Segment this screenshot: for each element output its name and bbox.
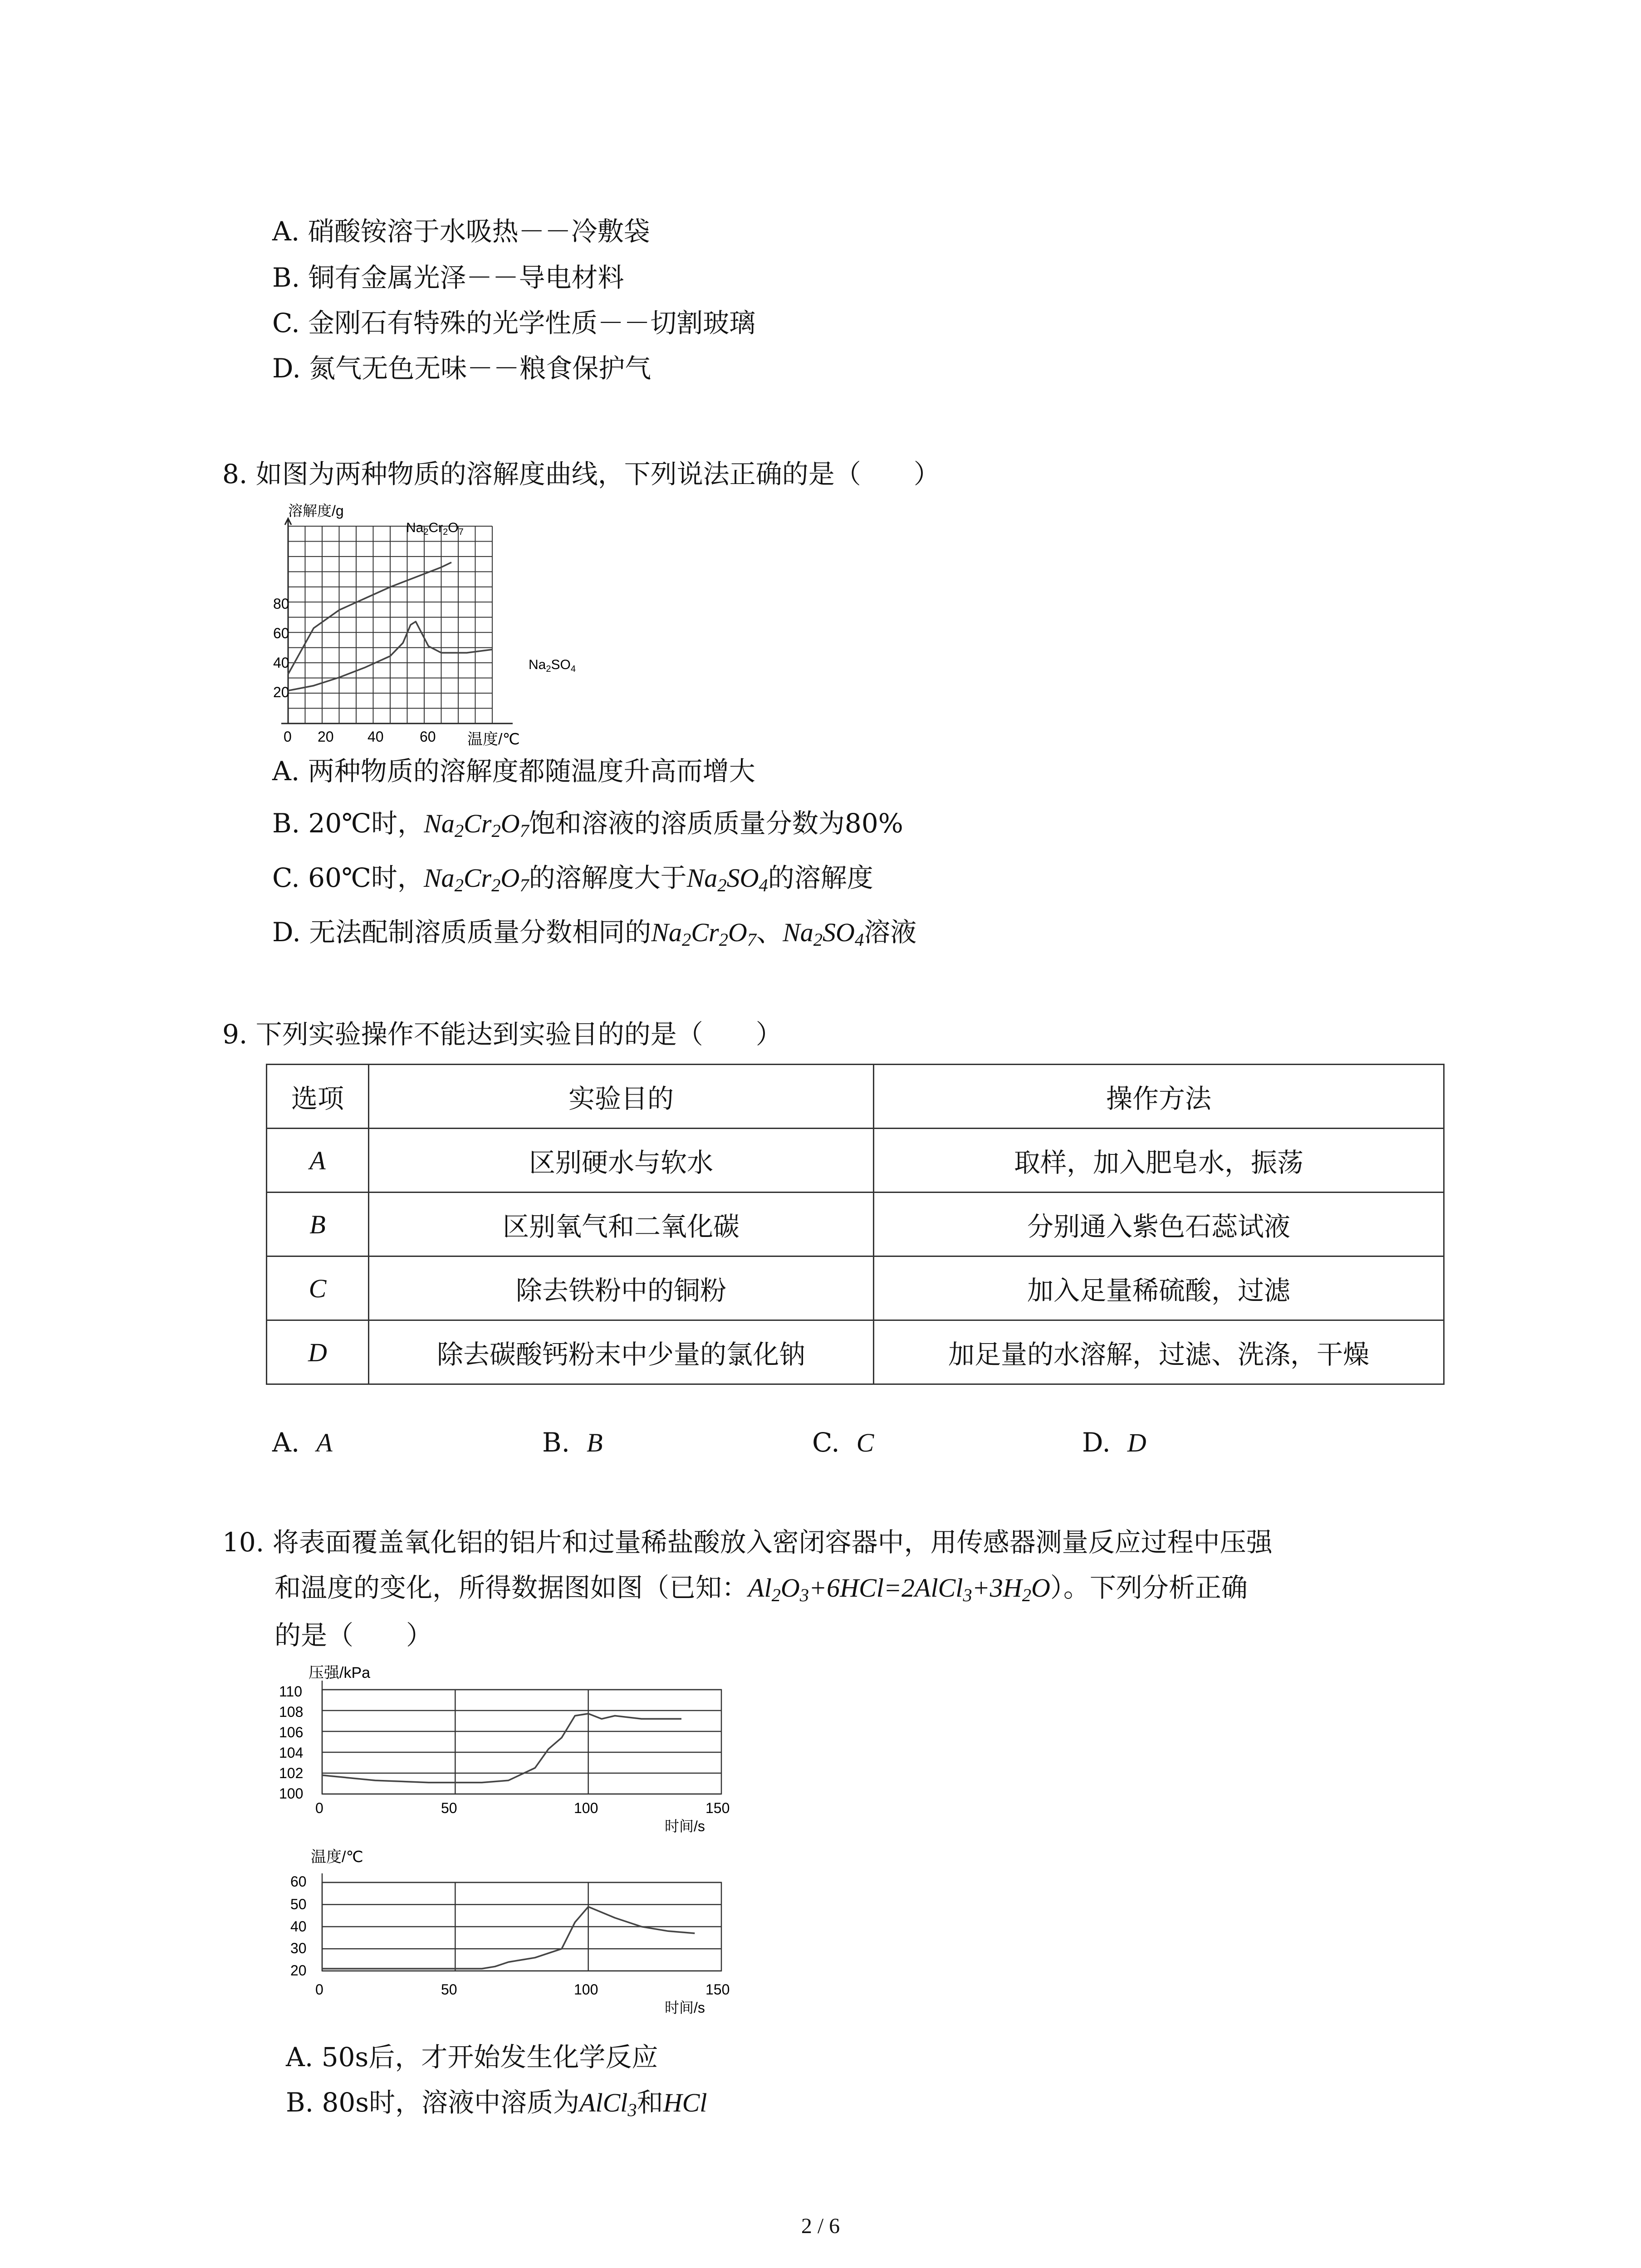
q10-chart2-ylabel: 温度/℃: [311, 1848, 363, 1866]
q9-choice-c: C. C: [812, 1427, 874, 1458]
table-cell: 加足量的水溶解，过滤、洗涤，干燥: [874, 1320, 1444, 1384]
q8-xtick: 40: [367, 728, 384, 745]
q8-stem: 8. 如图为两种物质的溶解度曲线，下列说法正确的是（ ）: [222, 459, 940, 489]
q10-chart1-xlabel: 时间/s: [665, 1818, 705, 1834]
ytick: 50: [290, 1896, 307, 1912]
series-line-na2cr2o7: [288, 562, 451, 675]
q9-choice-d: D. D: [1082, 1427, 1146, 1458]
table-header: 选项: [267, 1065, 369, 1129]
q8-xtick: 60: [420, 728, 436, 745]
q9-choice-a: A. A: [272, 1427, 333, 1458]
q8-ytick: 20: [273, 684, 289, 700]
xtick: 100: [574, 1981, 598, 1998]
ytick: 60: [290, 1873, 307, 1890]
q10-chart1-ylabel: 压强/kPa: [309, 1664, 371, 1681]
table-cell: 区别氧气和二氧化碳: [369, 1193, 874, 1256]
q8-ytick: 80: [273, 596, 289, 612]
ytick: 110: [279, 1683, 303, 1700]
table-header: 实验目的: [369, 1065, 874, 1129]
xtick: 0: [315, 1981, 323, 1998]
q7-option-c: C. 金刚石有特殊的光学性质－－切割玻璃: [272, 308, 756, 338]
q8-option-a: A. 两种物质的溶解度都随温度升高而增大: [272, 756, 755, 787]
table-cell: C: [267, 1256, 369, 1320]
xtick: 150: [705, 1800, 730, 1816]
q8-chart-ylabel: 溶解度/g: [288, 503, 344, 519]
ytick: 106: [279, 1724, 304, 1740]
q9-table: [266, 1064, 1445, 1385]
q10-chart2-xlabel: 时间/s: [665, 1999, 705, 2016]
table-header: 操作方法: [874, 1065, 1444, 1129]
q7-option-b: B. 铜有金属光泽－－导电材料: [272, 262, 624, 293]
ytick: 100: [279, 1785, 304, 1802]
q8-ytick: 60: [273, 625, 289, 641]
table-cell: 分别通入紫色石蕊试液: [874, 1193, 1444, 1256]
table-cell: 除去碳酸钙粉末中少量的氯化钠: [369, 1320, 874, 1384]
xtick: 0: [315, 1800, 323, 1816]
q10-temperature-chart: [254, 1844, 753, 2025]
xtick: 50: [441, 1981, 457, 1998]
q8-option-d: D. 无法配制溶质质量分数相同的$Na_2Cr_2O_7$、$Na_2SO_4$溶液: [272, 917, 917, 950]
q8-option-c: C. 60℃时，$Na_2Cr_2O_7$的溶解度大于$Na_2SO_4$的溶解度: [272, 862, 873, 896]
series-line: [322, 1714, 681, 1783]
series-line: [322, 1907, 695, 1969]
q10-option-b: B. 80s时，溶液中溶质为AlCl$_3$和HCl: [286, 2087, 707, 2121]
q10-option-a: A. 50s后，才开始发生化学反应: [286, 2042, 658, 2072]
table-cell: 区别硬水与软水: [369, 1129, 874, 1193]
ytick: 40: [290, 1918, 307, 1935]
q9-choice-b: B. B: [542, 1427, 603, 1458]
q9-stem: 9. 下列实验操作不能达到实验目的的是（ ）: [222, 1019, 782, 1050]
q8-series-label-so4: $Na_2SO_4$: [529, 657, 576, 674]
ytick: 30: [290, 1940, 307, 1956]
ytick: 20: [290, 1962, 307, 1979]
xtick: 100: [574, 1800, 598, 1816]
q10-stem-line3: 的是（ ）: [274, 1620, 433, 1651]
table-cell: A: [267, 1129, 369, 1193]
ytick: 102: [279, 1765, 304, 1781]
ytick: 104: [279, 1745, 304, 1761]
page-number: 2 / 6: [801, 2214, 840, 2238]
table-cell: 取样，加入肥皂水，振荡: [874, 1129, 1444, 1193]
q7-option-a: A. 硝酸铵溶于水吸热－－冷敷袋: [272, 216, 650, 247]
table-cell: 除去铁粉中的铜粉: [369, 1256, 874, 1320]
table-row: [267, 1256, 1444, 1320]
q10-pressure-chart: [254, 1662, 753, 1844]
q10-stem-line1: 10. 将表面覆盖氧化铝的铝片和过量稀盐酸放入密闭容器中，用传感器测量反应过程中压强: [222, 1527, 1273, 1558]
xtick: 150: [705, 1981, 730, 1998]
q8-xtick: 0: [284, 728, 292, 745]
xtick: 50: [441, 1800, 457, 1816]
ytick: 108: [279, 1704, 304, 1720]
table-row: [267, 1193, 1444, 1256]
table-row: [267, 1320, 1444, 1384]
q8-option-b: B. 20℃时，$Na_2Cr_2O_7$饱和溶液的溶质质量分数为80%: [272, 808, 903, 841]
table-cell: 加入足量稀硫酸，过滤: [874, 1256, 1444, 1320]
q7-option-d: D. 氮气无色无味－－粮食保护气: [272, 353, 652, 384]
table-cell: B: [267, 1193, 369, 1256]
table-header-row: [267, 1065, 1444, 1129]
q8-xtick: 20: [318, 728, 334, 745]
q8-ytick: 40: [273, 655, 289, 671]
q8-chart-xlabel: 温度/℃: [467, 731, 520, 748]
q8-solubility-chart: [254, 497, 626, 751]
table-cell: D: [267, 1320, 369, 1384]
table-row: [267, 1129, 1444, 1193]
q10-stem-line2: 和温度的变化，所得数据图如图（已知：$Al_2O_3+6HCl=2AlCl_3+3H_2O$）。下列分析正确: [274, 1572, 1248, 1606]
q10-equation: $Al_2O_3+6HCl=2AlCl_3+3H_2O$: [748, 1573, 1050, 1606]
q8-series-label-cr: $Na_2Cr_2O_7$: [406, 520, 464, 537]
